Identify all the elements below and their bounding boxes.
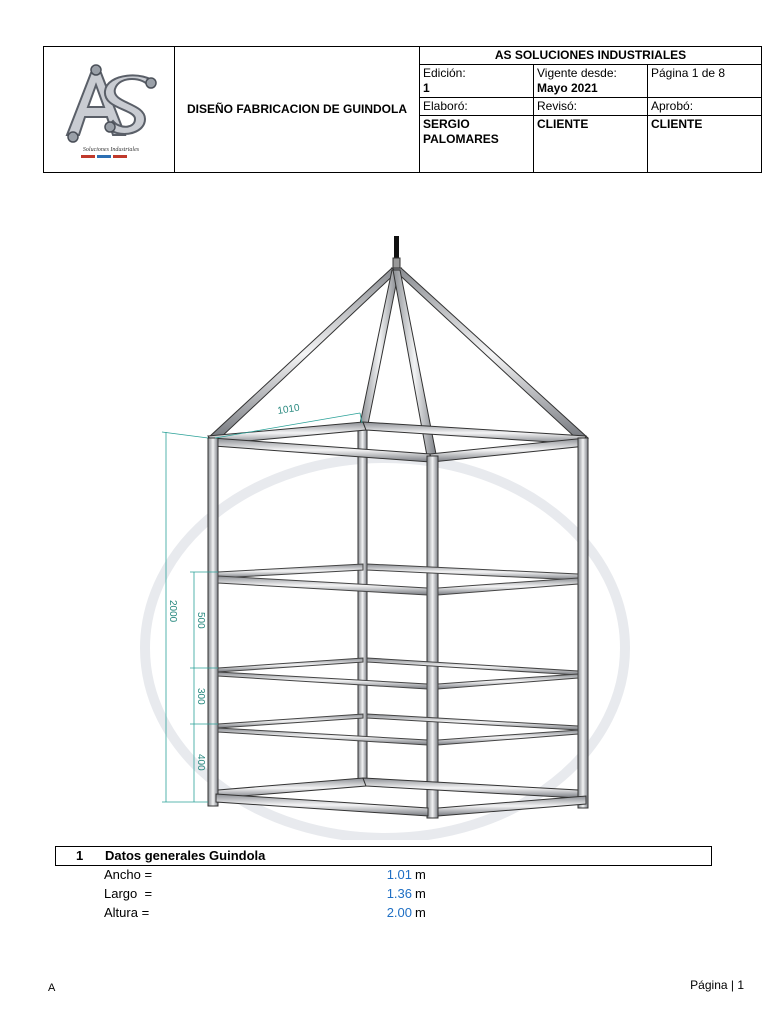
- elaboro-label: Elaboró:: [420, 98, 534, 116]
- back-post: [358, 424, 367, 786]
- dim-width-label: 1010: [276, 402, 301, 417]
- aprobo-value: CLIENTE: [648, 116, 762, 173]
- rails: [218, 564, 578, 745]
- guindola-drawing: [120, 228, 650, 840]
- section-header: [55, 846, 712, 866]
- company-name: AS SOLUCIONES INDUSTRIALES: [420, 47, 762, 65]
- document-title: DISEÑO FABRICACION DE GUINDOLA: [175, 47, 420, 173]
- edicion-value: 1: [423, 81, 430, 95]
- row-value: 1.01: [386, 867, 412, 882]
- document-header: [43, 46, 762, 173]
- footer-left: A: [48, 982, 56, 994]
- pagina-cell: Página 1 de 8: [648, 65, 762, 98]
- row-unit: m: [415, 905, 426, 920]
- logo-cell: [44, 47, 175, 173]
- row-value: 2.00: [386, 905, 412, 920]
- company-logo: [49, 55, 169, 165]
- logo-text: Soluciones Industriales: [82, 146, 140, 153]
- reviso-label: Revisó:: [534, 98, 648, 116]
- row-label: Largo =: [104, 886, 153, 901]
- top-frame: [208, 422, 586, 462]
- section-number: 1: [76, 848, 84, 863]
- vigente-value: Mayo 2021: [537, 81, 598, 95]
- dimension-lines: [162, 413, 362, 802]
- elaboro-value: SERGIO PALOMARES: [420, 116, 534, 173]
- dim-upper-label: 500: [195, 612, 206, 629]
- edicion-cell: [420, 65, 534, 98]
- vigente-cell: [534, 65, 648, 98]
- dim-height-label: 2000: [167, 600, 178, 623]
- reviso-value: CLIENTE: [534, 116, 648, 173]
- row-label: Altura =: [104, 905, 150, 920]
- page-number: Página | 1: [690, 978, 744, 992]
- vigente-label: Vigente desde:: [537, 66, 617, 80]
- hook: [394, 236, 399, 260]
- edicion-label: Edición:: [423, 66, 466, 80]
- row-value: 1.36: [386, 886, 412, 901]
- dim-middle-label: 300: [195, 688, 206, 705]
- dim-lower-label: 400: [195, 754, 206, 771]
- row-unit: m: [415, 886, 426, 901]
- row-label: Ancho =: [104, 867, 153, 882]
- aprobo-label: Aprobó:: [648, 98, 762, 116]
- row-unit: m: [415, 867, 426, 882]
- section-title: Datos generales Guindola: [105, 848, 266, 863]
